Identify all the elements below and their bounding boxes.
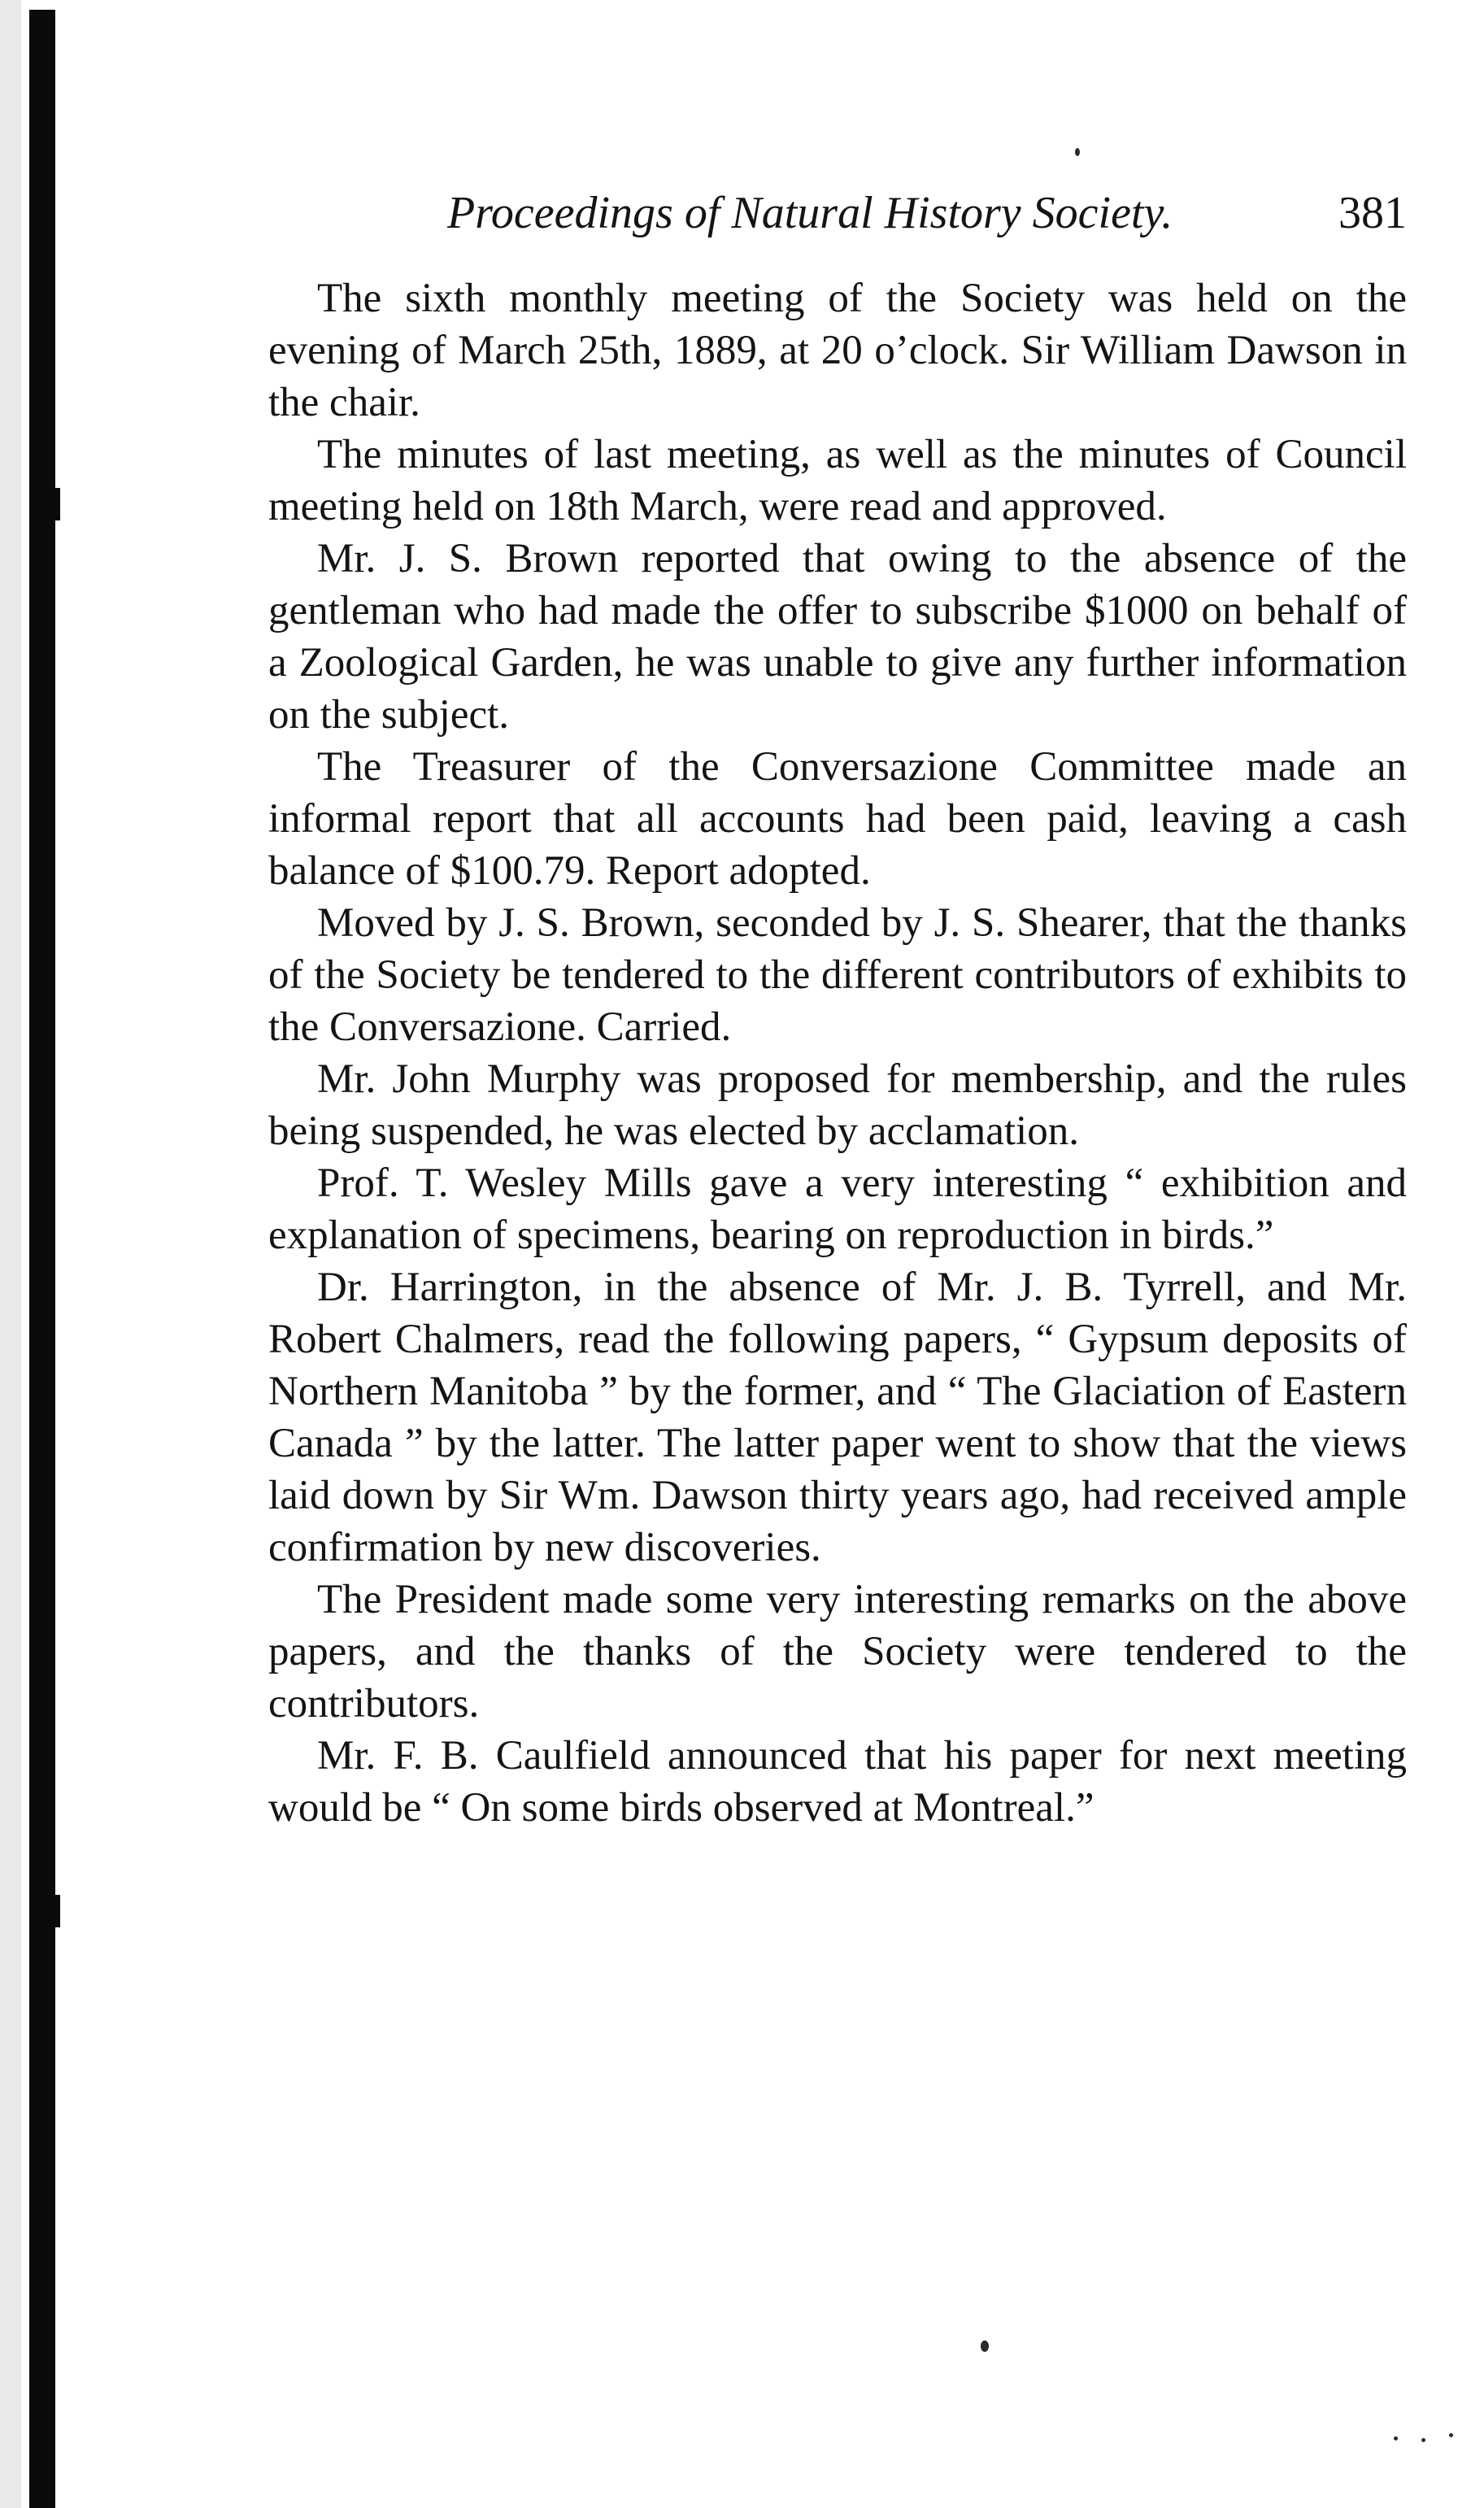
binding-notch	[52, 1895, 60, 1927]
running-title: Proceedings of Natural History Society.	[447, 188, 1173, 238]
paragraph: The President made some very interesting remarks on the above papers, and the thanks of the Society were tendered to the contributors.	[268, 1577, 1407, 1726]
running-head	[268, 181, 1407, 246]
page-number: 381	[1338, 188, 1407, 238]
paragraph: Dr. Harrington, in the absence of Mr. J. B. Tyrrell, and Mr. Robert Chalmers, read the following papers, “ Gypsum deposits of Northern Manitoba ” by the former, and “ The Glaciation of Eastern Canada ” by the latter. The latter paper went to show that the views laid down by Sir Wm. Dawson thirty years ago, had received ample confirmation by new discoveries.	[268, 1265, 1407, 1570]
page-body	[268, 272, 1407, 1834]
paragraph: Mr. F. B. Caulfield announced that his paper for next meeting would be “ On some birds observed at Montreal.”	[268, 1733, 1407, 1831]
paragraph: Mr. John Murphy was proposed for membership, and the rules being suspended, he was elected by acclamation.	[268, 1056, 1407, 1154]
paragraph: Prof. T. Wesley Mills gave a very interesting “ exhibition and explanation of specimens, bearing on reproduction in birds.”	[268, 1160, 1407, 1258]
binding-notch	[52, 488, 60, 520]
scan-speck	[1421, 2438, 1425, 2442]
scan-speck	[1449, 2433, 1453, 2437]
scan-speck	[1075, 148, 1080, 156]
scan-speck	[981, 2340, 989, 2352]
scan-speck	[1394, 2436, 1398, 2441]
binding-edge	[29, 10, 55, 2508]
paragraph: The minutes of last meeting, as well as the minutes of Council meeting held on 18th March, were read and approved.	[268, 432, 1407, 529]
paragraph: Mr. J. S. Brown reported that owing to the absence of the gentleman who had made the offer to subscribe $1000 on behalf of a Zoological Garden, he was unable to give any further information on the subject.	[268, 536, 1407, 738]
paragraph: Moved by J. S. Brown, seconded by J. S. Shearer, that the thanks of the Society be tendered to the different contributors of exhibits to the Conversazione. Carried.	[268, 900, 1407, 1050]
scan-margin	[0, 0, 21, 2508]
paragraph: The sixth monthly meeting of the Society was held on the evening of March 25th, 1889, at 20 o’clock. Sir William Dawson in the chair.	[268, 276, 1407, 425]
paragraph: The Treasurer of the Conversazione Committee made an informal report that all accounts had been paid, leaving a cash balance of $100.79. Report adopted.	[268, 744, 1407, 894]
